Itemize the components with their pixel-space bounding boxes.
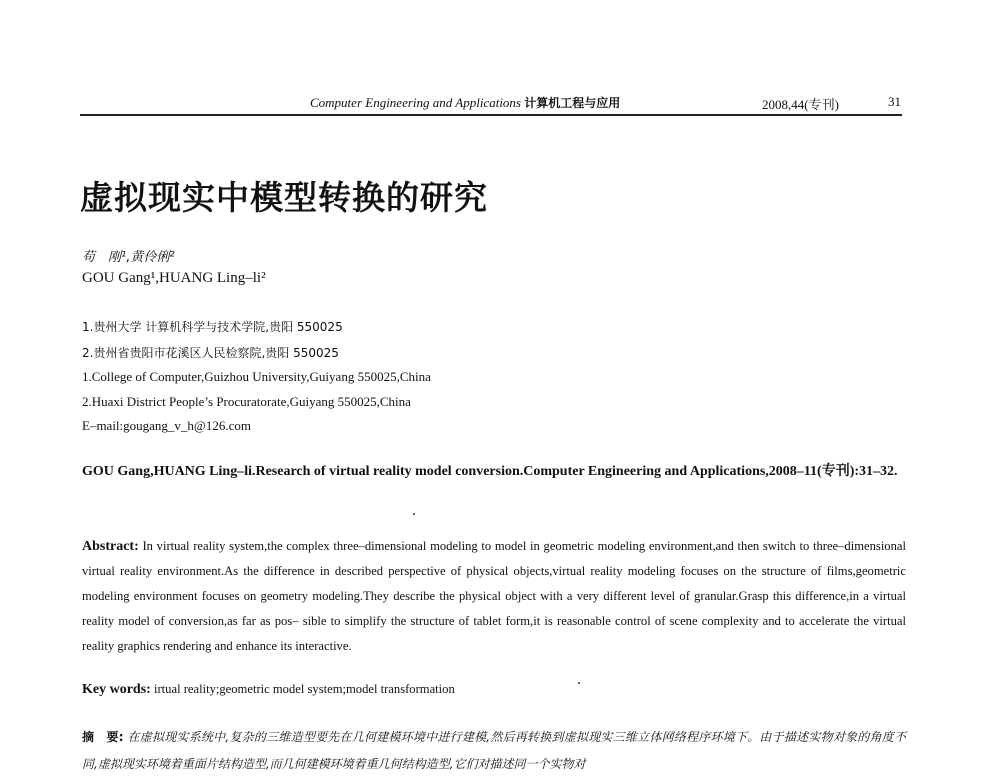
abstract-label: Abstract: [82, 539, 139, 554]
affiliation-2-cn: 2.贵州省贵阳市花溪区人民检察院,贵阳 550025 [82, 346, 339, 360]
keywords-text: irtual reality;geometric model system;model transformation [153, 682, 455, 696]
journal-name [310, 94, 620, 111]
abstract-cn [82, 724, 906, 778]
abstract-en [82, 534, 906, 659]
authors-chinese: 苟 刚¹,黄伶俐² [82, 250, 175, 265]
keywords [82, 682, 902, 698]
contact-email: E–mail:gougang_v_h@126.com [82, 418, 252, 433]
citation: GOU Gang,HUANG Ling–li.Research of virtual reality model conversion.Computer Engineering and Applications,2008–11(专刊):31–32. [82, 464, 898, 479]
speck-mark [578, 682, 580, 684]
journal-name-en: Computer Engineering and Applications [310, 95, 521, 110]
abstract-text: In virtual reality system,the complex three–dimensional modeling to model in geometric modeling environment,and then switch to three–dimensional virtual reality environment.As the difference in described perspective of physical objects,virtual reality modeling focuses on the structure of films,geometric modeling environment focuses on geometry modeling.They describe the physical object with a very different level of granular.Grasp this difference,in a virtual reality model of conversion,as far as pos– sible to simplify the structure of tablet form,it is reasonable control of scene complexity and to accelerate the virtual reality graphics rendering and enhance its interactive. [82, 539, 906, 653]
affiliation-1-en: 1.College of Computer,Guizhou University,Guiyang 550025,China [82, 369, 431, 384]
speck-mark [413, 513, 415, 515]
journal-name-cn: 计算机工程与应用 [524, 96, 621, 110]
abstract-cn-label: 摘 要: [82, 730, 124, 744]
page-number: 31 [888, 94, 901, 109]
issue-number: 2008,44(专刊) [762, 97, 839, 112]
affiliation-2-en: 2.Huaxi District People’s Procuratorate,Guiyang 550025,China [82, 394, 411, 409]
authors-english: GOU Gang¹,HUANG Ling–li² [82, 270, 266, 286]
header-rule [80, 114, 902, 116]
running-header [80, 92, 902, 114]
affiliation-1-cn: 1.贵州大学 计算机科学与技术学院,贵阳 550025 [82, 320, 343, 334]
abstract-cn-text: 在虚拟现实系统中,复杂的三维造型要先在几何建模环境中进行建模,然后再转换到虚拟现实三维立体网络程序环境下。由于描述实物对象的角度不同,虚拟现实环境着重面片结构造型,而几何建模环境着重几何结构造型,它们对描述同一个实物对 [82, 730, 906, 771]
article-title: 虚拟现实中模型转换的研究 [80, 178, 488, 217]
keywords-label: Key words: [82, 682, 151, 697]
